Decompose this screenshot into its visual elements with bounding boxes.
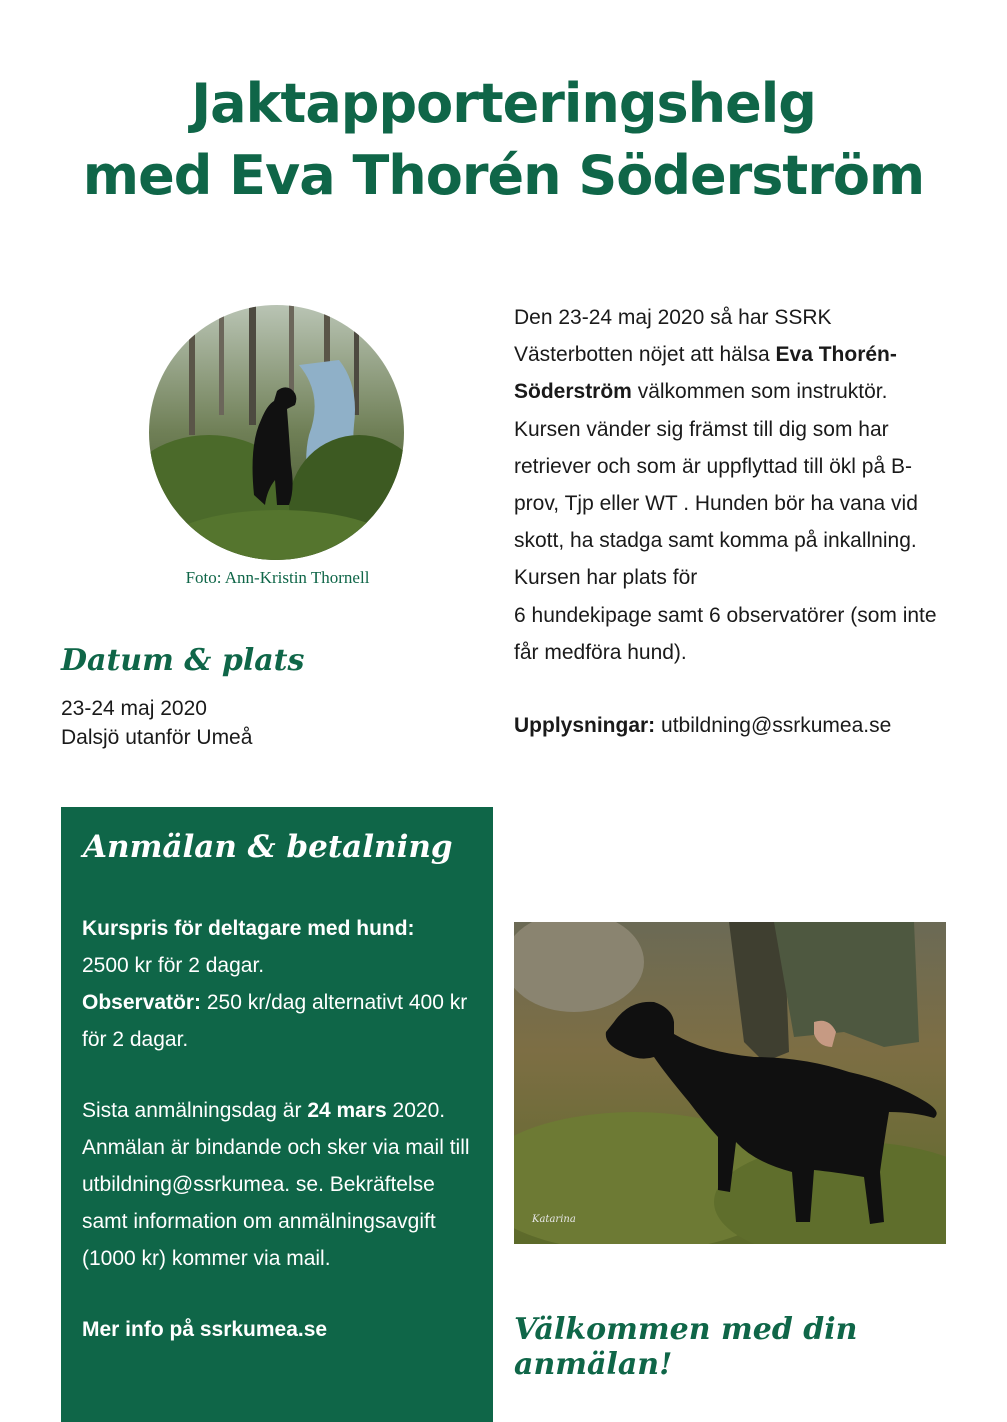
observer-value: 250 kr/dag alternativt 400 kr för 2 dagar. bbox=[82, 991, 468, 1051]
contact-label: Upplysningar: bbox=[514, 714, 656, 737]
registration-panel bbox=[61, 807, 493, 1422]
event-date: 23-24 maj 2020 bbox=[61, 697, 207, 720]
price-value: 2500 kr för 2 dagar. bbox=[82, 954, 265, 977]
contact-email-link[interactable]: utbildning@ssrkumea.se bbox=[661, 714, 892, 737]
event-place: Dalsjö utanför Umeå bbox=[61, 726, 253, 749]
deadline-suffix: 2020. Anmälan är bindande och sker via mail till utbildning@ssrkumea. se. Bekräftelse samt information om anmälningsavgift (1000 kr) kommer via mail. bbox=[82, 1099, 470, 1270]
intro-text-3: 6 hundekipage samt 6 observatörer (som inte får medföra hund). bbox=[514, 603, 937, 664]
labrador-image bbox=[514, 922, 946, 1244]
dog-by-stream-image bbox=[149, 305, 404, 560]
page-title-line2: med Eva Thorén Söderström bbox=[82, 144, 925, 207]
page-title-line1: Jaktapporteringshelg bbox=[191, 72, 816, 135]
photo-credit: Foto: Ann-Kristin Thornell bbox=[185, 568, 370, 587]
intro-text-1: Den 23-24 maj 2020 så har SSRK Västerbotten nöjet att hälsa bbox=[514, 306, 832, 367]
intro-paragraph bbox=[514, 299, 954, 671]
date-place-heading: Datum & plats bbox=[61, 643, 305, 678]
deadline-prefix: Sista anmälningsdag är bbox=[82, 1099, 308, 1122]
dog-by-stream-photo bbox=[149, 305, 404, 560]
more-info-link[interactable]: Mer info på ssrkumea.se bbox=[82, 1318, 328, 1341]
registration-text bbox=[82, 910, 482, 1348]
contact-line bbox=[514, 707, 891, 744]
photo-watermark-signature: Katarina bbox=[532, 1214, 576, 1225]
deadline-date: 24 mars bbox=[307, 1099, 387, 1122]
labrador-photo bbox=[514, 922, 946, 1244]
observer-label: Observatör: bbox=[82, 991, 202, 1014]
date-place-info bbox=[61, 694, 252, 752]
price-label: Kurspris för deltagare med hund: bbox=[82, 917, 415, 940]
instructor-name: Eva Thorén-Söderström bbox=[514, 343, 897, 404]
registration-heading: Anmälan & betalning bbox=[83, 829, 453, 865]
page-title bbox=[0, 68, 1007, 212]
welcome-message: Välkommen med din anmälan! bbox=[514, 1312, 858, 1382]
intro-text-2: välkommen som instruktör. Kursen vänder sig främst till dig som har retriever och som är uppflyttad till ökl på B-prov, Tjp eller WT . Hunden bör ha vana vid skott, ha stadga samt komma på inkallning. Kursen har plats för bbox=[514, 380, 918, 590]
